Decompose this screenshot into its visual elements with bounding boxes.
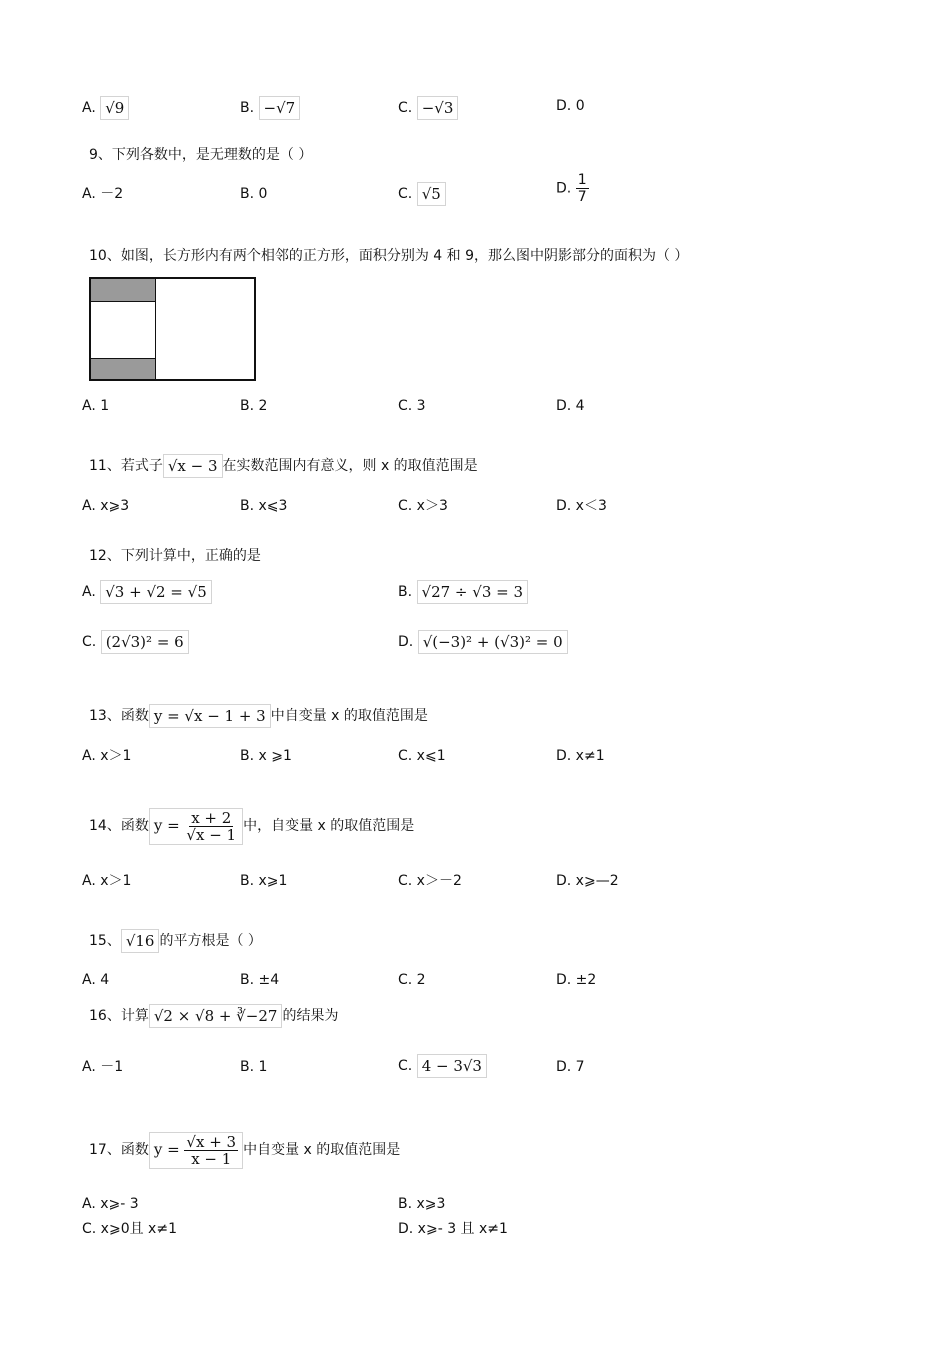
stem-text: 的结果为 <box>282 1008 339 1024</box>
q12-c-formula: (2√3)² = 6 <box>101 630 189 654</box>
q12-d-formula: √(−3)² + (√3)² = 0 <box>418 630 568 654</box>
numerator: x + 2 <box>191 808 232 827</box>
stem-text: 中自变量 x 的取值范围是 <box>270 708 428 724</box>
q16-stem <box>89 1004 338 1028</box>
q8-a-formula: √9 <box>100 96 129 120</box>
q10-option-a[interactable]: A. 1 <box>82 398 110 414</box>
option-label: D. <box>556 98 572 114</box>
q15-stem <box>89 929 262 953</box>
shaded-region-top <box>91 279 155 302</box>
q9-option-c[interactable] <box>398 182 446 206</box>
q14-formula <box>149 808 243 845</box>
q13-option-a[interactable]: A. x＞1 <box>82 748 132 764</box>
denominator: 7 <box>577 189 587 205</box>
q9-option-b[interactable]: B. 0 <box>240 186 268 202</box>
q11-option-b[interactable]: B. x⩽3 <box>240 498 288 514</box>
q8-c-formula: −√3 <box>417 96 459 120</box>
shaded-region-bottom <box>91 358 155 379</box>
q16-formula: √2 × √8 + ∛−27 <box>149 1004 283 1028</box>
denominator: √x − 1 <box>186 825 237 844</box>
stem-text: 17、函数 <box>89 1142 149 1158</box>
q11-option-a[interactable]: A. x⩾3 <box>82 498 130 514</box>
stem-text: 14、函数 <box>89 818 149 834</box>
q17-formula <box>149 1132 243 1169</box>
q12-option-d[interactable] <box>398 630 568 654</box>
stem-text: 16、计算 <box>89 1008 149 1024</box>
q10-option-b[interactable]: B. 2 <box>240 398 268 414</box>
stem-text: 的平方根是（ ） <box>159 933 262 949</box>
q11-option-c[interactable]: C. x＞3 <box>398 498 448 514</box>
option-label: A. <box>82 584 96 600</box>
rectangle-figure <box>89 277 256 381</box>
q14-option-c[interactable]: C. x＞－2 <box>398 873 462 889</box>
q14-option-b[interactable]: B. x⩾1 <box>240 873 288 889</box>
numerator: √x + 3 <box>186 1132 237 1151</box>
option-text: 0 <box>575 98 585 114</box>
q12-a-formula: √3 + √2 = √5 <box>100 580 212 604</box>
q9-d-fraction <box>576 172 589 205</box>
q16-option-c[interactable] <box>398 1054 487 1078</box>
q9-c-formula: √5 <box>417 182 446 206</box>
q10-option-d[interactable]: D. 4 <box>556 398 585 414</box>
q15-option-b[interactable]: B. ±4 <box>240 972 280 988</box>
q12-b-formula: √27 ÷ √3 = 3 <box>417 580 529 604</box>
q11-stem <box>89 454 478 478</box>
stem-text: 11、若式子 <box>89 458 163 474</box>
denominator: x − 1 <box>191 1149 232 1168</box>
q13-formula: y = √x − 1 + 3 <box>149 704 271 728</box>
q12-option-b[interactable] <box>398 580 528 604</box>
option-label: C. <box>82 634 97 650</box>
q16-option-a[interactable]: A. －1 <box>82 1059 124 1075</box>
stem-text: 13、函数 <box>89 708 149 724</box>
q9-option-a[interactable]: A. －2 <box>82 186 124 202</box>
q8-option-a[interactable] <box>82 96 129 120</box>
q14-stem <box>89 801 414 851</box>
q16-option-d[interactable]: D. 7 <box>556 1059 585 1075</box>
q13-stem <box>89 704 428 728</box>
q8-option-c[interactable] <box>398 96 458 120</box>
formula-lhs: y = <box>153 816 180 834</box>
q17-option-b[interactable]: B. x⩾3 <box>398 1196 446 1212</box>
option-label: A. <box>82 100 96 116</box>
option-label: D. <box>398 634 414 650</box>
stem-text: 在实数范围内有意义，则 x 的取值范围是 <box>222 458 478 474</box>
q8-option-b[interactable] <box>240 96 300 120</box>
q12-option-c[interactable] <box>82 630 189 654</box>
q17-fraction <box>184 1134 238 1167</box>
q11-option-d[interactable]: D. x＜3 <box>556 498 607 514</box>
q8-b-formula: −√7 <box>259 96 301 120</box>
q15-option-c[interactable]: C. 2 <box>398 972 426 988</box>
q17-stem <box>89 1124 400 1176</box>
q12-option-a[interactable] <box>82 580 212 604</box>
formula-lhs: y = <box>153 1140 180 1158</box>
q13-option-c[interactable]: C. x⩽1 <box>398 748 446 764</box>
q9-option-d[interactable] <box>556 172 589 205</box>
q17-option-d[interactable]: D. x⩾- 3 且 x≠1 <box>398 1221 508 1237</box>
q15-option-d[interactable]: D. ±2 <box>556 972 597 988</box>
option-label: C. <box>398 186 413 202</box>
q10-option-c[interactable]: C. 3 <box>398 398 426 414</box>
stem-text: 中，自变量 x 的取值范围是 <box>243 818 415 834</box>
option-label: D. <box>556 180 572 197</box>
q15-formula: √16 <box>121 929 160 953</box>
numerator: 1 <box>577 172 587 188</box>
q14-option-d[interactable]: D. x⩾—2 <box>556 873 619 889</box>
q16-c-formula: 4 − 3√3 <box>417 1054 487 1078</box>
option-label: B. <box>398 584 413 600</box>
q13-option-d[interactable]: D. x≠1 <box>556 748 605 764</box>
q12-stem: 12、下列计算中，正确的是 <box>89 548 261 564</box>
q17-option-a[interactable]: A. x⩾- 3 <box>82 1196 139 1212</box>
q13-option-b[interactable]: B. x ⩾1 <box>240 748 292 764</box>
option-label: C. <box>398 100 413 116</box>
q17-option-c[interactable]: C. x⩾0且 x≠1 <box>82 1221 177 1237</box>
q11-formula: √x − 3 <box>163 454 223 478</box>
q16-option-b[interactable]: B. 1 <box>240 1059 268 1075</box>
stem-text: 中自变量 x 的取值范围是 <box>243 1142 401 1158</box>
q10-stem: 10、如图，长方形内有两个相邻的正方形，面积分别为 4 和 9，那么图中阴影部分的面积为（ ） <box>89 248 689 264</box>
q9-stem: 9、下列各数中，是无理数的是（ ） <box>89 147 313 163</box>
q14-fraction <box>184 810 238 843</box>
q15-option-a[interactable]: A. 4 <box>82 972 110 988</box>
q8-option-d[interactable] <box>556 96 585 116</box>
option-label: B. <box>240 100 255 116</box>
q14-option-a[interactable]: A. x＞1 <box>82 873 132 889</box>
option-label: C. <box>398 1058 413 1074</box>
stem-text: 15、 <box>89 933 121 949</box>
